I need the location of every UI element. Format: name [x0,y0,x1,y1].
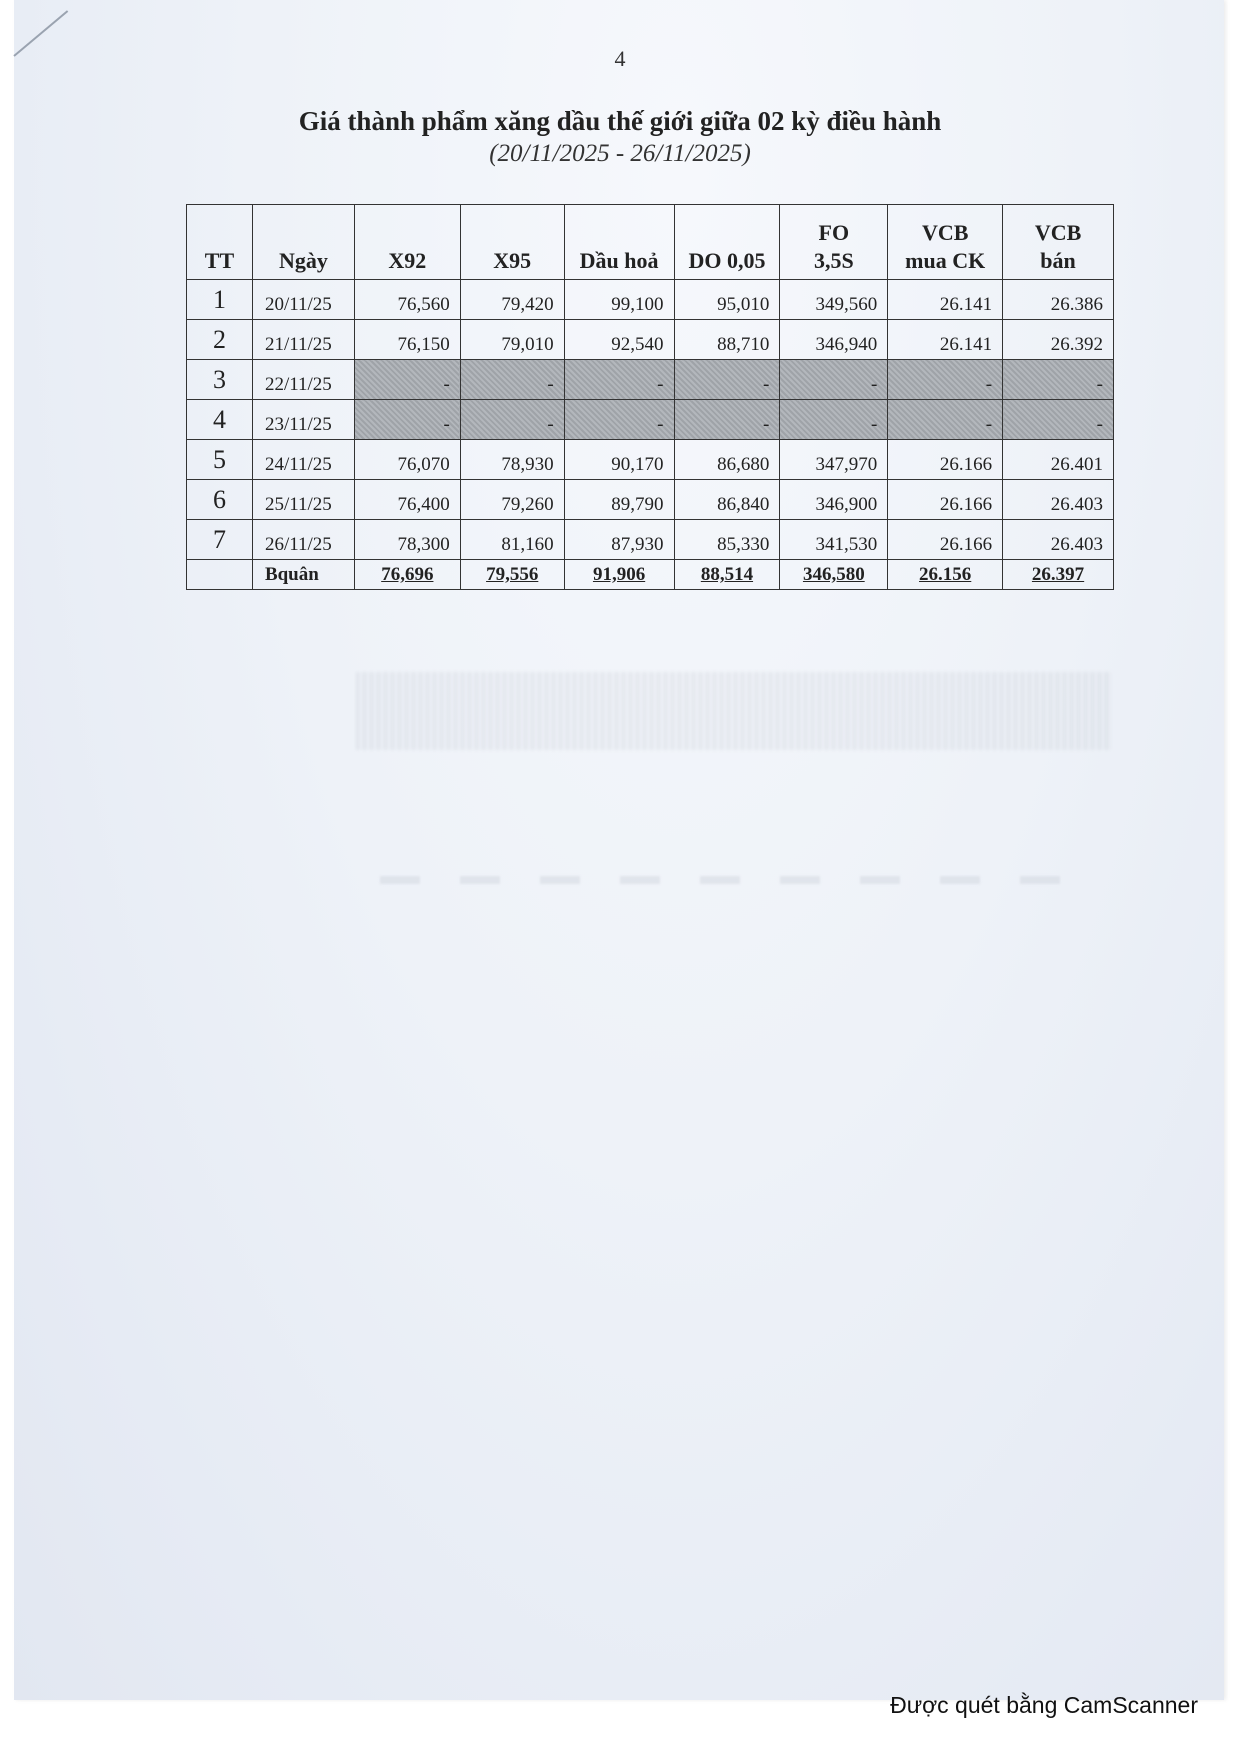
average-value: 91,906 [564,560,674,590]
row-index: 4 [187,400,253,440]
price-cell: - [674,400,780,440]
average-value: 88,514 [674,560,780,590]
scanner-watermark: Được quét bằng CamScanner [890,1692,1198,1718]
price-cell: - [780,360,888,400]
price-cell: 95,010 [674,280,780,320]
price-cell: 26.403 [1003,520,1114,560]
price-cell: 26.166 [888,520,1003,560]
price-cell: - [564,360,674,400]
price-cell: 76,400 [354,480,460,520]
average-label: Bquân [252,560,354,590]
page-number: 4 [614,46,626,71]
date-range-subtitle: (20/11/2025 - 26/11/2025) [489,140,751,167]
price-cell: 81,160 [460,520,564,560]
table-row [187,400,1114,440]
price-cell: - [460,360,564,400]
price-cell: - [780,400,888,440]
average-empty-cell [187,560,253,590]
price-cell: - [1003,360,1114,400]
average-value: 76,696 [354,560,460,590]
price-cell: 79,420 [460,280,564,320]
header-x92: X92 [354,205,460,280]
row-date: 26/11/25 [252,520,354,560]
faded-scan-artifact [356,672,1112,750]
price-cell: 76,070 [354,440,460,480]
price-cell: 92,540 [564,320,674,360]
price-cell: 346,900 [780,480,888,520]
price-cell: - [564,400,674,440]
price-cell: 26.141 [888,280,1003,320]
price-cell: 86,840 [674,480,780,520]
row-date: 25/11/25 [252,480,354,520]
price-cell: 89,790 [564,480,674,520]
price-cell: 26.392 [1003,320,1114,360]
price-cell: 87,930 [564,520,674,560]
header-x95: X95 [460,205,564,280]
average-row [187,560,1114,590]
row-index: 5 [187,440,253,480]
header-tt: TT [187,205,253,280]
row-index: 3 [187,360,253,400]
row-date: 20/11/25 [252,280,354,320]
price-cell: 86,680 [674,440,780,480]
price-cell: 78,930 [460,440,564,480]
price-cell: 88,710 [674,320,780,360]
price-cell: 26.141 [888,320,1003,360]
price-cell: 78,300 [354,520,460,560]
price-cell: 26.166 [888,440,1003,480]
price-cell: - [888,360,1003,400]
price-cell: 26.166 [888,480,1003,520]
header-vcb-sell: VCB bán [1003,205,1114,280]
average-value: 26.397 [1003,560,1114,590]
price-cell: 26.401 [1003,440,1114,480]
row-date: 22/11/25 [252,360,354,400]
row-index: 6 [187,480,253,520]
table-row [187,320,1114,360]
row-index: 2 [187,320,253,360]
table-row [187,480,1114,520]
table-header-row [187,205,1114,280]
average-value: 346,580 [780,560,888,590]
price-cell: 349,560 [780,280,888,320]
price-cell: 99,100 [564,280,674,320]
price-cell: 347,970 [780,440,888,480]
price-cell: - [354,360,460,400]
price-cell: 346,940 [780,320,888,360]
price-cell: 26.386 [1003,280,1114,320]
price-cell: 341,530 [780,520,888,560]
price-cell: - [354,400,460,440]
table-row [187,280,1114,320]
price-cell: 79,260 [460,480,564,520]
price-cell: 26.403 [1003,480,1114,520]
table-row [187,360,1114,400]
header-date: Ngày [252,205,354,280]
row-date: 21/11/25 [252,320,354,360]
average-value: 26.156 [888,560,1003,590]
row-index: 7 [187,520,253,560]
row-date: 24/11/25 [252,440,354,480]
header-vcb-buy: VCB mua CK [888,205,1003,280]
price-cell: 79,010 [460,320,564,360]
price-cell: 76,560 [354,280,460,320]
price-cell: 85,330 [674,520,780,560]
price-cell: 90,170 [564,440,674,480]
table-row [187,440,1114,480]
document-title: Giá thành phẩm xăng dầu thế giới giữa 02 kỳ điều hành [298,106,942,136]
price-cell: - [674,360,780,400]
row-date: 23/11/25 [252,400,354,440]
price-cell: 76,150 [354,320,460,360]
header-kerosene: Dầu hoả [564,205,674,280]
header-fo: FO 3,5S [780,205,888,280]
price-cell: - [460,400,564,440]
average-value: 79,556 [460,560,564,590]
header-do: DO 0,05 [674,205,780,280]
row-index: 1 [187,280,253,320]
price-cell: - [888,400,1003,440]
price-cell: - [1003,400,1114,440]
faded-scan-line [380,876,1080,884]
table-row [187,520,1114,560]
price-table [186,204,1114,590]
